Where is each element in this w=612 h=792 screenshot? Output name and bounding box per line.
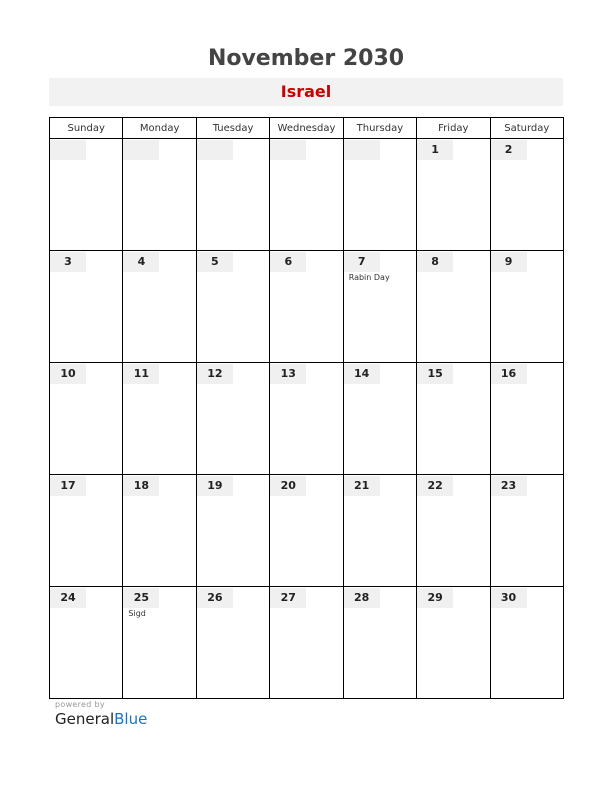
day-cell [343,587,416,699]
empty-day-badge [344,140,380,160]
day-cell [270,251,343,363]
day-number: 3 [50,252,86,272]
day-cell [343,475,416,587]
day-number: 19 [197,476,233,496]
day-cell [490,475,563,587]
day-number: 30 [491,588,527,608]
weekday-friday: Friday [417,118,490,139]
empty-day-badge [197,140,233,160]
day-cell [270,475,343,587]
day-cell [343,363,416,475]
day-number: 8 [417,252,453,272]
day-number: 12 [197,364,233,384]
empty-day-badge [123,140,159,160]
brand-general: General [55,710,115,728]
day-cell [270,363,343,475]
day-number: 29 [417,588,453,608]
day-number: 1 [417,140,453,160]
day-cell [123,587,196,699]
day-cell [490,139,563,251]
calendar-title: November 2030 [207,46,405,71]
day-cell [50,251,123,363]
day-cell [417,363,490,475]
holiday-label: Rabin Day [348,273,390,282]
powered-by-text: powered by [55,700,105,709]
day-cell [417,139,490,251]
day-cell [490,363,563,475]
day-number: 26 [197,588,233,608]
day-number: 6 [270,252,306,272]
day-number: 28 [344,588,380,608]
weekday-thursday: Thursday [343,118,416,139]
weekday-header-row [50,118,564,139]
day-cell [417,251,490,363]
empty-day-cell [50,139,123,251]
day-number: 14 [344,364,380,384]
day-cell [343,251,416,363]
day-number: 2 [491,140,527,160]
day-number: 27 [270,588,306,608]
weekday-saturday: Saturday [490,118,563,139]
week-row [50,139,564,251]
empty-day-cell [270,139,343,251]
day-number: 23 [491,476,527,496]
day-number: 20 [270,476,306,496]
calendar-grid [49,117,564,699]
brand-blue: Blue [114,710,148,728]
week-row [50,251,564,363]
day-number: 22 [417,476,453,496]
week-row [50,475,564,587]
day-number: 24 [50,588,86,608]
day-number: 7 [344,252,380,272]
country-banner [49,78,563,106]
day-number: 17 [50,476,86,496]
country-name: Israel [280,82,332,101]
day-cell [123,251,196,363]
day-cell [123,363,196,475]
empty-day-cell [343,139,416,251]
day-number: 10 [50,364,86,384]
day-cell [270,587,343,699]
day-number: 21 [344,476,380,496]
day-number: 18 [123,476,159,496]
weekday-sunday: Sunday [50,118,123,139]
day-number: 16 [491,364,527,384]
day-number: 5 [197,252,233,272]
weekday-monday: Monday [123,118,196,139]
footer [55,700,147,728]
weekday-wednesday: Wednesday [270,118,343,139]
day-number: 25 [123,588,159,608]
day-cell [50,587,123,699]
week-row [50,363,564,475]
day-cell [196,475,269,587]
day-cell [123,475,196,587]
day-number: 4 [123,252,159,272]
day-cell [50,475,123,587]
day-number: 9 [491,252,527,272]
holiday-label: Sigd [128,609,146,618]
day-number: 13 [270,364,306,384]
day-cell [196,363,269,475]
day-cell [196,251,269,363]
day-cell [417,475,490,587]
calendar-body [50,139,564,699]
empty-day-cell [123,139,196,251]
empty-day-badge [50,140,86,160]
day-cell [417,587,490,699]
empty-day-badge [270,140,306,160]
empty-day-cell [196,139,269,251]
day-cell [196,587,269,699]
day-cell [490,587,563,699]
weekday-tuesday: Tuesday [196,118,269,139]
day-cell [50,363,123,475]
day-number: 15 [417,364,453,384]
generalblue-logo [55,710,147,728]
day-cell [490,251,563,363]
week-row [50,587,564,699]
day-number: 11 [123,364,159,384]
